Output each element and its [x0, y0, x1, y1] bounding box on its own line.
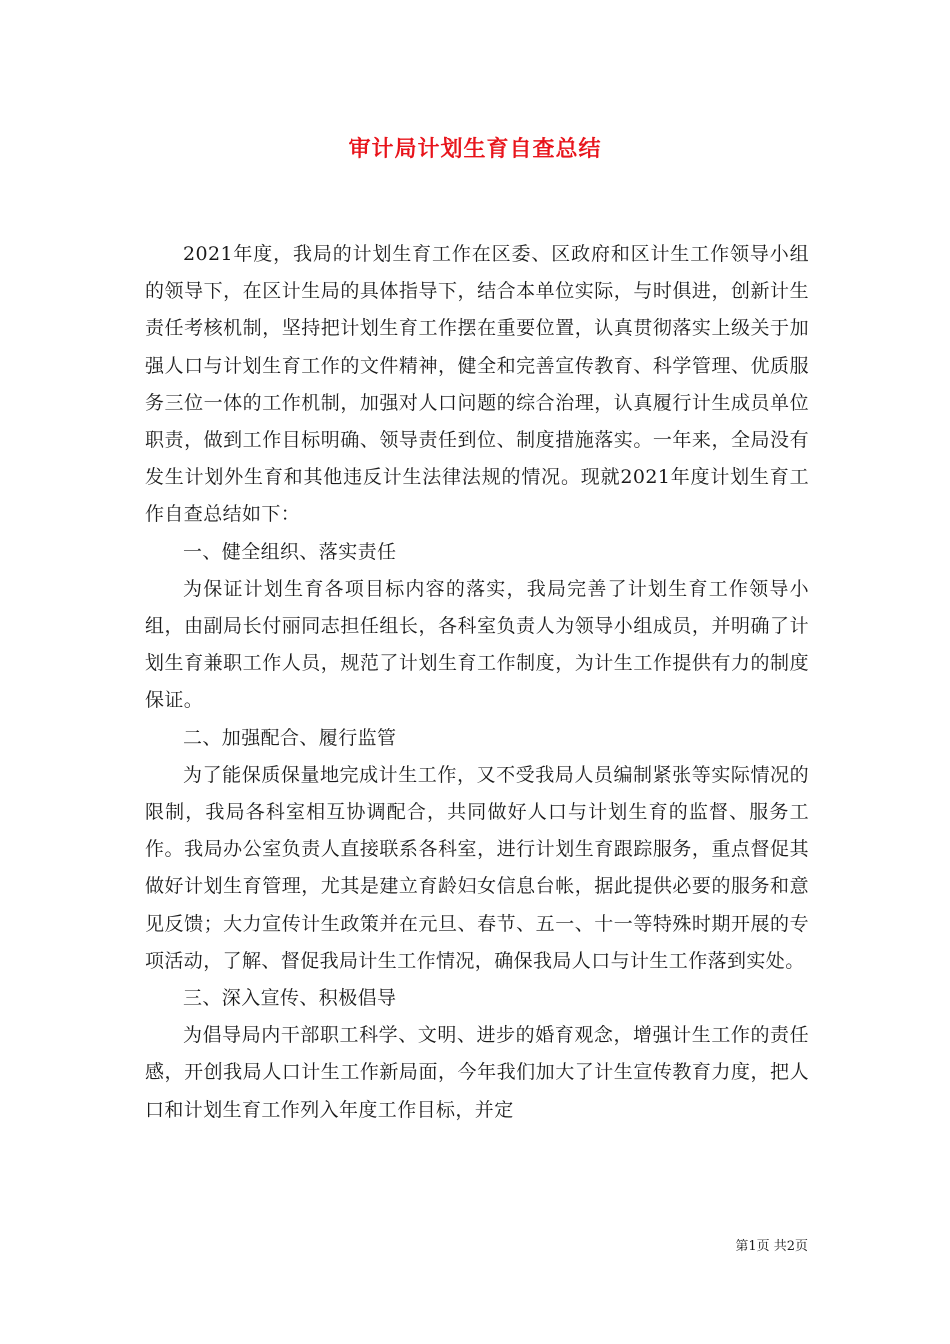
- section-heading-2: 二、加强配合、履行监管: [183, 726, 397, 749]
- document-body: [145, 236, 809, 1129]
- document-title: 审计局计划生育自查总结: [348, 136, 602, 162]
- section-paragraph-2: 为了能保质保量地完成计生工作，又不受我局人员编制紧张等实际情况的限制，我局各科室相互协调配合，共同做好人口与计划生育的监督、服务工作。我局办公室负责人直接联系各科室，进行计划生育跟踪服务，重点督促其做好计划生育管理，尤其是建立育龄妇女信息台帐，据此提供必要的服务和意见反馈；大力宣传计生政策并在元旦、春节、五一、十一等特殊时期开展的专项活动，了解、督促我局计生工作情况，确保我局人口与计生工作落到实处。: [145, 763, 809, 972]
- section-heading-3: 三、深入宣传、积极倡导: [183, 987, 397, 1010]
- intro-paragraph: 2021年度，我局的计划生育工作在区委、区政府和区计生工作领导小组的领导下，在区计生局的具体指导下，结合本单位实际，与时俱进，创新计生责任考核机制，坚持把计划生育工作摆在重要位置，认真贯彻落实上级关于加强人口与计划生育工作的文件精神，健全和完善宣传教育、科学管理、优质服务三位一体的工作机制，加强对人口问题的综合治理，认真履行计生成员单位职责，做到工作目标明确、领导责任到位、制度措施落实。一年来，全局没有发生计划外生育和其他违反计生法律法规的情况。现就2021年度计划生育工作自查总结如下：: [145, 243, 809, 526]
- section-heading-1: 一、健全组织、落实责任: [183, 540, 397, 563]
- page-number: 第1页 共2页: [735, 1239, 808, 1254]
- section-paragraph-3: 为倡导局内干部职工科学、文明、进步的婚育观念，增强计生工作的责任感，开创我局人口计生工作新局面，今年我们加大了计生宣传教育力度，把人口和计划生育工作列入年度工作目标，并定: [145, 1024, 809, 1121]
- section-paragraph-1: 为保证计划生育各项目标内容的落实，我局完善了计划生育工作领导小组，由副局长付丽同志担任组长，各科室负责人为领导小组成员，并明确了计划生育兼职工作人员，规范了计划生育工作制度，为计生工作提供有力的制度保证。: [145, 577, 809, 712]
